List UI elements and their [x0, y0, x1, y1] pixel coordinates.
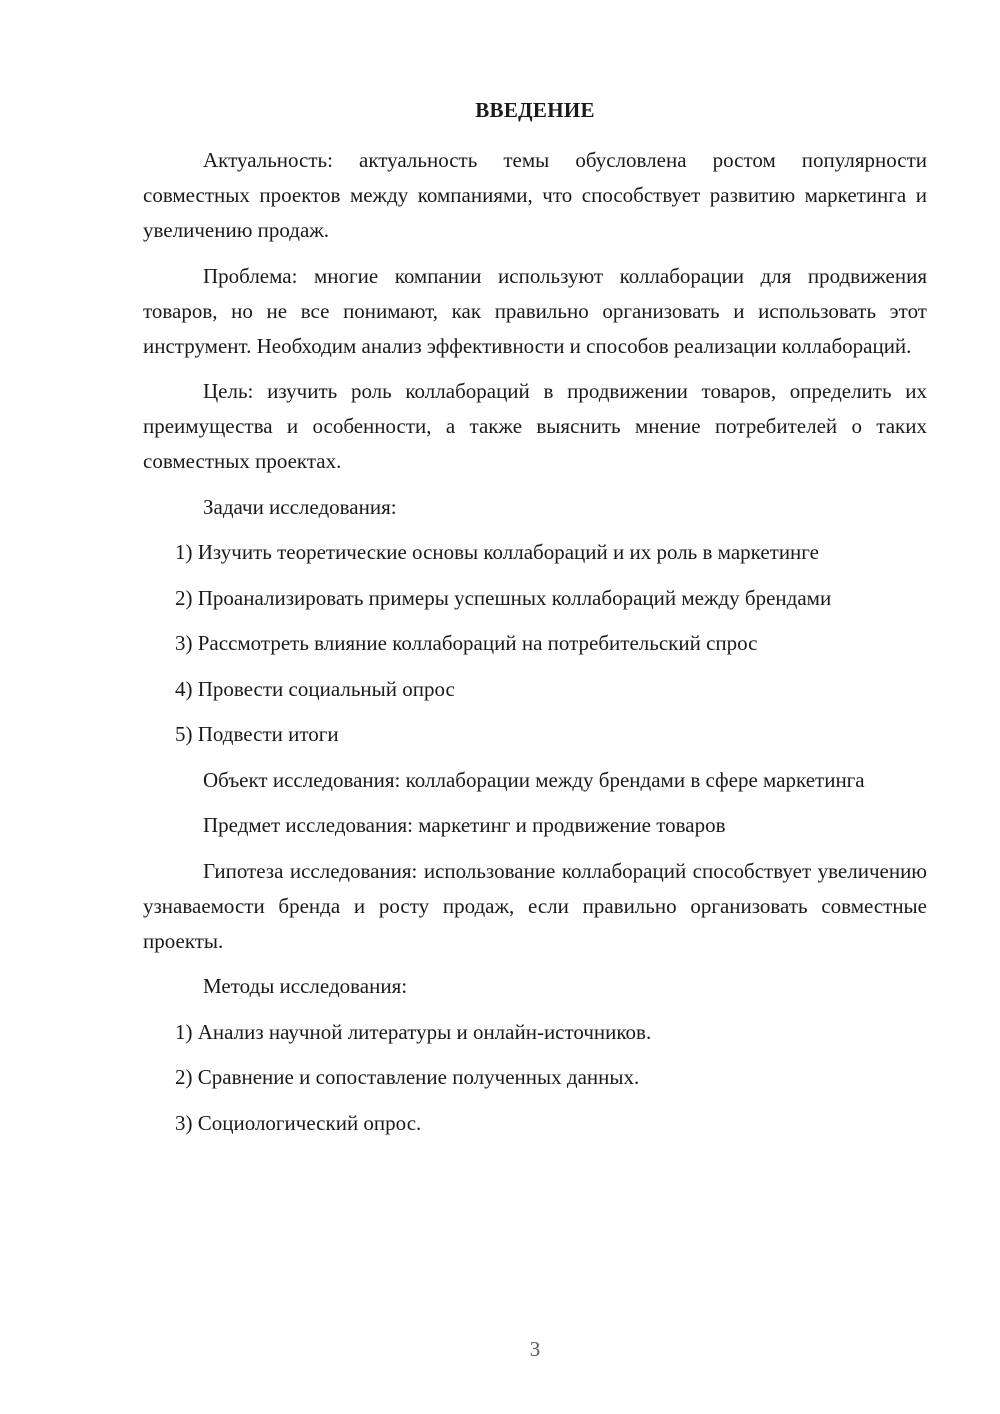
method-list-item: 3) Социологический опрос. [175, 1110, 422, 1135]
document-body [143, 143, 927, 1151]
paragraph-tasks-heading: Задачи исследования: [203, 494, 397, 519]
paragraph-hypothesis: Гипотеза исследования: использование коллабораций способствует увеличению узнаваемости бренда и росту продаж, если правильно организовать совместные проекты. [143, 858, 927, 953]
document-page [143, 0, 927, 1414]
task-list-item: 4) Провести социальный опрос [175, 676, 455, 701]
paragraph-relevance: Актуальность: актуальность темы обусловлена ростом популярности совместных проектов между компаниями, что способствует развитию маркетинга и увеличению продаж. [143, 148, 927, 242]
task-list-item: 2) Проанализировать примеры успешных коллабораций между брендами [175, 585, 832, 610]
paragraph-methods-heading: Методы исследования: [203, 974, 408, 998]
paragraph-object: Объект исследования: коллаборации между брендами в сфере маркетинга [203, 767, 865, 792]
paragraph-subject: Предмет исследования: маркетинг и продвижение товаров [203, 813, 726, 837]
method-list-item: 1) Анализ научной литературы и онлайн-источников. [175, 1019, 652, 1044]
method-list-item: 2) Сравнение и сопоставление полученных данных. [175, 1065, 640, 1089]
page-number: 3 [529, 1337, 541, 1361]
task-list-item: 3) Рассмотреть влияние коллабораций на потребительский спрос [175, 631, 758, 655]
paragraph-goal: Цель: изучить роль коллабораций в продвижении товаров, определить их преимущества и особенности, а также выяснить мнение потребителей о таких совместных проектах. [143, 379, 927, 473]
task-list-item: 1) Изучить теоретические основы коллабораций и их роль в маркетинге [175, 540, 819, 564]
paragraph-problem: Проблема: многие компании используют коллаборации для продвижения товаров, но не все понимают, как правильно организовать и использовать этот инструмент. Необходим анализ эффективности и способов реализации коллабораций. [143, 263, 927, 358]
page-title: ВВЕДЕНИЕ [475, 98, 595, 122]
task-list-item: 5) Подвести итоги [175, 722, 339, 746]
